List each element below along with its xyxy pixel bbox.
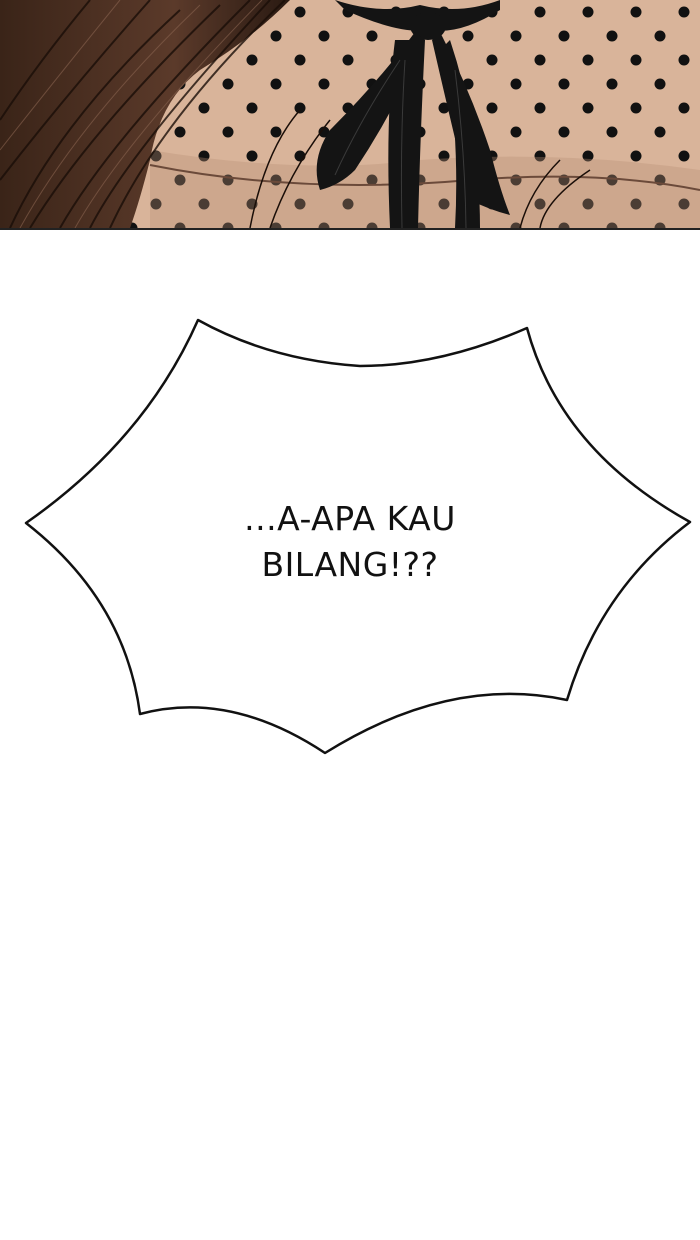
speech-bubble bbox=[0, 300, 700, 770]
dialogue-line-1: ...A-APA KAU bbox=[244, 499, 456, 538]
dialogue-line-2: BILANG!?? bbox=[261, 545, 439, 584]
dialogue-text bbox=[150, 496, 550, 588]
manga-panel-top bbox=[0, 0, 700, 230]
character-illustration bbox=[0, 0, 700, 228]
